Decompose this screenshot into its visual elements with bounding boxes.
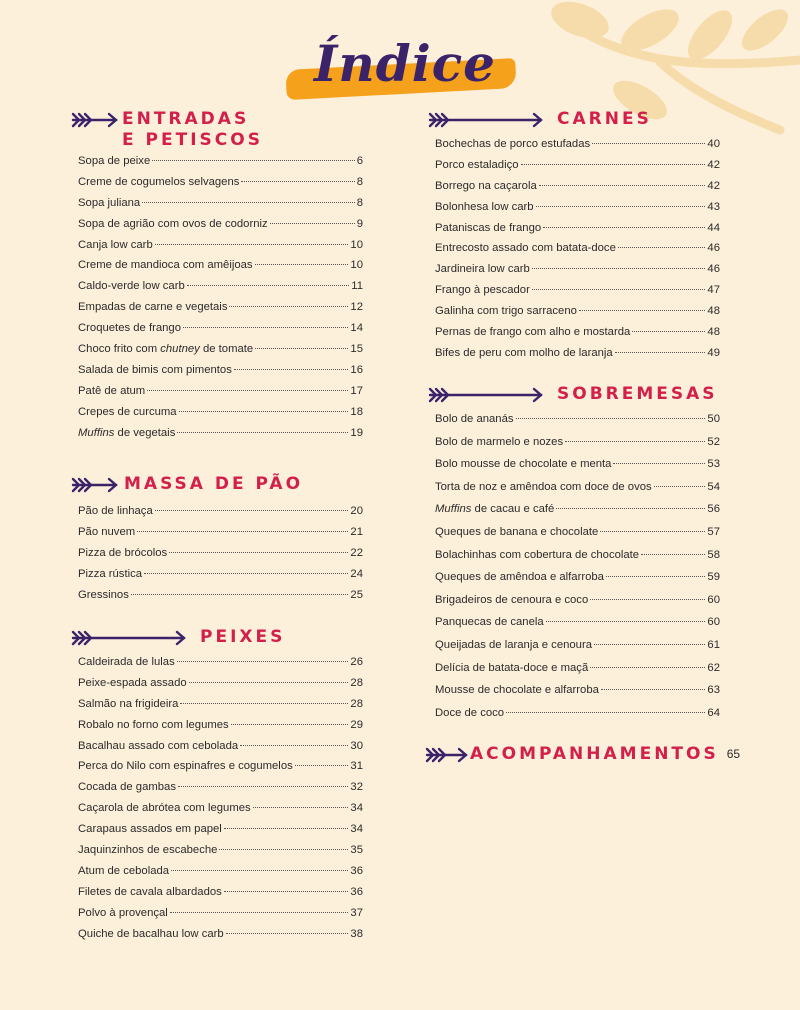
toc-entry-label: Mousse de chocolate e alfarroba [435,684,599,697]
toc-entry-page: 8 [356,196,363,209]
toc-entry-page: 37 [350,906,363,919]
toc-entry-page: 38 [350,927,363,940]
toc-entry [435,616,720,639]
section-title-acompanhamentos: ACOMPANHAMENTOS [470,744,719,764]
toc-entry [435,242,720,263]
toc-entry-page: 10 [350,259,363,272]
toc-entry [78,677,363,698]
dot-leader [144,573,348,574]
dot-leader [155,244,349,245]
dot-leader [152,160,354,161]
toc-entry [435,684,720,707]
toc-entry-label: Gressinos [78,588,129,601]
toc-entry-label: Creme de cogumelos selvagens [78,175,240,188]
dot-leader [187,285,350,286]
toc-entry-page: 8 [356,175,363,188]
toc-entry-label: Patê de atum [78,384,146,397]
toc-entry-label [435,503,554,515]
dot-leader [594,644,705,645]
toc-entry-page: 9 [356,217,363,230]
toc-entry-label: Carapaus assados em papel [78,823,222,836]
dot-leader [189,682,349,683]
dot-leader [539,185,706,186]
toc-entry [78,698,363,719]
toc-entry-page: 17 [350,384,363,397]
arrow-icon [70,109,120,131]
toc-entry [78,656,363,677]
toc-entry [78,259,363,280]
toc-entry-page: 19 [350,426,363,439]
arrow-icon [427,384,545,406]
dot-leader [295,765,349,766]
toc-entry-label: Empadas de carne e vegetais [78,301,228,314]
toc-entry-label: Quiche de bacalhau low carb [78,927,224,940]
toc-entry-page: 49 [707,346,720,359]
toc-entry-label: Borrego na caçarola [435,179,537,192]
toc-entry [78,928,363,949]
dot-leader [224,828,349,829]
toc-entry-label: Caldo-verde low carb [78,280,185,293]
dot-leader [240,745,348,746]
dot-leader [226,933,349,934]
toc-entry [435,413,720,436]
section-head-carnes [427,109,652,131]
toc-entry-label: Queques de banana e chocolate [435,525,599,538]
toc-entry-label: Pataniscas de frango [435,221,542,234]
toc-entry-label: Bolonhesa low carb [435,200,534,213]
dot-leader [565,441,705,442]
toc-entry [78,197,363,218]
toc-entry-label: Panquecas de canela [435,616,544,629]
dot-leader [241,181,354,182]
toc-entry-page: 53 [707,458,720,471]
toc-entry [435,347,720,368]
toc-entry-label: Delícia de batata-doce e maçã [435,661,589,674]
toc-entry [435,436,720,459]
toc-entry [78,719,363,740]
toc-entry-label: Entrecosto assado com batata-doce [435,242,616,255]
toc-entry-page: 61 [707,638,720,651]
toc-entry [78,322,363,343]
toc-entry [435,594,720,617]
toc-entry-page: 28 [350,697,363,710]
carnes-list [435,138,720,368]
section-title-entradas-line2: E PETISCOS [122,130,263,150]
toc-entry-page: 56 [707,503,720,516]
dot-leader [253,807,349,808]
dot-leader [255,264,349,265]
dot-leader [178,786,348,787]
toc-entry-page: 14 [350,322,363,335]
toc-entry [435,707,720,730]
arrow-icon [70,627,188,649]
dot-leader [516,418,706,419]
toc-entry-page: 6 [356,155,363,167]
dot-leader [255,348,348,349]
toc-entry-label: Pernas de frango com alho e mostarda [435,326,631,339]
dot-leader [590,667,705,668]
toc-entry-label: Caldeirada de lulas [78,656,175,668]
dot-leader [606,576,705,577]
toc-entry [78,760,363,781]
toc-entry-label: Bochechas de porco estufadas [435,138,591,150]
toc-entry-label-post: de tomate [199,343,254,356]
toc-entry-label: Jaquinzinhos de escabeche [78,844,218,857]
toc-entry-page: 30 [350,739,363,752]
toc-entry [78,865,363,886]
dot-leader [613,463,705,464]
toc-entry [435,639,720,662]
section-head-entradas [70,109,263,151]
toc-entry-page: 43 [707,200,720,213]
dot-leader [231,724,349,725]
toc-entry-page: 47 [707,284,720,297]
toc-entry-label: Robalo no forno com legumes [78,718,229,731]
toc-entry [78,844,363,865]
toc-entry-page: 10 [350,238,363,251]
arrow-icon [70,474,120,496]
dot-leader [142,202,355,203]
toc-entry-label: Torta de noz e amêndoa com doce de ovos [435,480,652,493]
toc-entry-page: 16 [350,363,363,376]
toc-entry-label: Polvo à provençal [78,906,168,919]
section-title-sobremesas: SOBREMESAS [557,384,718,404]
dot-leader [506,712,705,713]
toc-entry-page: 64 [707,706,720,719]
dot-leader [155,510,349,511]
toc-entry [78,823,363,844]
toc-entry-label: Bolo mousse de chocolate e menta [435,458,612,471]
toc-entry [435,284,720,305]
toc-entry [435,481,720,504]
toc-entry-label: Galinha com trigo sarraceno [435,305,577,318]
toc-entry-page: 22 [350,546,363,559]
dot-leader [234,369,349,370]
toc-entry-page: 63 [707,684,720,697]
dot-leader [219,849,348,850]
toc-entry-label: Frango à pescador [435,284,530,297]
toc-entry-page: 36 [350,864,363,877]
toc-entry-label: Peixe-espada assado [78,676,187,689]
dot-leader [532,268,706,269]
toc-entry-label: Caçarola de abrótea com legumes [78,802,251,815]
toc-entry-page: 58 [707,548,720,561]
toc-entry [78,589,363,610]
toc-entry-page: 24 [350,567,363,580]
dot-leader [170,912,349,913]
dot-leader [131,594,349,595]
toc-entry [78,155,363,176]
toc-entry-label: Pizza rústica [78,567,143,580]
toc-entry-label: Croquetes de frango [78,322,181,335]
dot-leader [632,331,705,332]
dot-leader [180,703,348,704]
toc-entry-page: 28 [350,676,363,689]
dot-leader [641,554,705,555]
toc-entry-page: 50 [707,413,720,425]
toc-entry [435,201,720,222]
toc-entry-page: 48 [707,305,720,318]
toc-entry-label: Creme de mandioca com amêijoas [78,259,253,272]
toc-entry-label: Bolo de ananás [435,413,514,425]
toc-entry-page: 35 [350,844,363,857]
toc-entry-label: Cocada de gambas [78,781,176,794]
acompanhamentos-page-number: 65 [726,747,741,761]
arrow-icon [427,109,545,131]
toc-entry-label: Queques de amêndoa e alfarroba [435,571,604,584]
toc-entry-label [78,343,253,355]
toc-entry [78,740,363,761]
dot-leader [521,164,706,165]
toc-entry [78,547,363,568]
toc-entry [435,662,720,685]
toc-entry [78,218,363,239]
dot-leader [224,891,349,892]
toc-entry [435,263,720,284]
toc-entry [78,505,363,526]
dot-leader [171,870,348,871]
toc-entry-label: Doce de coco [435,706,505,719]
peixes-list [78,656,363,948]
sobremesas-list [435,413,720,729]
toc-entry-label: Canja low carb [78,238,153,251]
entradas-list [78,155,363,447]
dot-leader [600,531,705,532]
toc-entry-page: 11 [351,280,363,293]
dot-leader [590,599,705,600]
section-head-massa [70,474,303,496]
toc-entry [435,571,720,594]
toc-entry [78,343,363,364]
toc-entry [78,568,363,589]
dot-leader [183,327,348,328]
section-head-acompanhamentos [424,744,740,766]
toc-entry-label: Sopa de agrião com ovos de codorniz [78,217,268,230]
dot-leader [579,310,706,311]
toc-entry [435,458,720,481]
toc-entry-label: Salada de bimis com pimentos [78,363,232,376]
dot-leader [556,508,705,509]
massa-list [78,505,363,609]
toc-entry-label: Bolo de marmelo e nozes [435,435,564,448]
toc-entry [78,385,363,406]
section-title-massa: MASSA DE PÃO [124,474,304,494]
toc-entry-label-italic: Muffins [78,426,115,439]
toc-entry [435,503,720,526]
dot-leader [546,621,706,622]
toc-entry [435,159,720,180]
toc-entry [78,301,363,322]
toc-entry-page: 54 [707,480,720,493]
toc-entry-page: 46 [707,263,720,276]
toc-entry-page: 34 [350,802,363,815]
section-head-sobremesas [427,384,718,406]
dot-leader [601,689,706,690]
toc-entry-label: Bolachinhas com cobertura de chocolate [435,548,640,561]
toc-entry-label: Pão de linhaça [78,505,153,517]
dot-leader [592,143,705,144]
toc-entry [435,526,720,549]
toc-entry [435,180,720,201]
dot-leader [615,352,706,353]
toc-entry-page: 25 [350,588,363,601]
toc-entry-label: Queijadas de laranja e cenoura [435,638,593,651]
dot-leader [137,531,348,532]
toc-entry-label: Jardineira low carb [435,263,530,276]
toc-entry-page: 29 [350,718,363,731]
toc-entry [78,406,363,427]
toc-entry-label: Porco estaladiço [435,158,519,171]
toc-entry-label: Brigadeiros de cenoura e coco [435,593,589,606]
toc-entry [78,239,363,260]
toc-entry-label: Bifes de peru com molho de laranja [435,346,613,359]
toc-entry-page: 20 [350,505,363,517]
toc-entry-page: 42 [707,158,720,171]
dot-leader [177,661,349,662]
dot-leader [536,206,706,207]
dot-leader [270,223,355,224]
toc-entry [435,138,720,159]
toc-entry [78,176,363,197]
toc-entry [78,280,363,301]
toc-entry-label: Salmão na frigideira [78,697,179,710]
toc-entry [78,886,363,907]
toc-entry-page: 21 [350,525,363,538]
toc-entry-label [78,427,175,439]
dot-leader [654,486,706,487]
toc-entry-page: 15 [350,343,363,356]
toc-entry-label-italic: chutney [160,343,200,356]
toc-entry-label-post: de cacau e café [471,503,555,516]
toc-entry [78,427,363,448]
toc-entry-page: 60 [707,616,720,629]
toc-entry-page: 40 [707,138,720,150]
section-title-peixes: PEIXES [200,627,286,647]
section-head-peixes [70,627,285,649]
toc-entry-page: 62 [707,661,720,674]
toc-entry-page: 48 [707,326,720,339]
arrow-icon [424,744,470,766]
toc-entry-page: 57 [707,525,720,538]
toc-entry-page: 52 [707,435,720,448]
toc-entry-label: Sopa de peixe [78,155,151,167]
dot-leader [229,306,348,307]
dot-leader [543,227,705,228]
toc-entry-page: 32 [350,781,363,794]
toc-entry [435,222,720,243]
toc-entry [435,326,720,347]
toc-entry-label: Bacalhau assado com cebolada [78,739,239,752]
toc-entry-page: 42 [707,179,720,192]
toc-entry-page: 12 [350,301,363,314]
toc-entry-page: 26 [350,656,363,668]
toc-entry-label: Filetes de cavala albardados [78,885,222,898]
dot-leader [532,289,706,290]
page-title: Índice [314,34,496,93]
toc-entry [78,907,363,928]
dot-leader [179,411,349,412]
toc-entry-page: 18 [350,405,363,418]
toc-entry-page: 46 [707,242,720,255]
toc-entry-page: 31 [350,760,363,773]
toc-entry-label-italic: Muffins [435,503,472,516]
toc-entry-page: 34 [350,823,363,836]
toc-entry [78,364,363,385]
toc-entry-page: 44 [707,221,720,234]
dot-leader [169,552,348,553]
toc-entry-label-post: de vegetais [114,426,176,439]
toc-entry [435,305,720,326]
toc-entry [435,549,720,572]
toc-entry-label: Crepes de curcuma [78,405,177,418]
section-title-carnes: CARNES [557,109,652,129]
toc-entry-label-pre: Choco frito com [78,343,161,356]
dot-leader [147,390,348,391]
dot-leader [177,432,348,433]
toc-entry-label: Pão nuvem [78,525,136,538]
toc-entry [78,781,363,802]
toc-entry [78,802,363,823]
section-title-entradas-line1: ENTRADAS [122,109,250,129]
toc-entry-label: Pizza de brócolos [78,546,168,559]
toc-entry-label: Atum de cebolada [78,864,170,877]
dot-leader [618,247,706,248]
toc-entry-label: Sopa juliana [78,196,141,209]
toc-entry-label: Perca do Nilo com espinafres e cogumelos [78,760,293,773]
toc-entry-page: 59 [707,571,720,584]
page-title-block [280,24,530,114]
toc-entry-page: 60 [707,593,720,606]
toc-entry [78,526,363,547]
toc-entry-page: 36 [350,885,363,898]
